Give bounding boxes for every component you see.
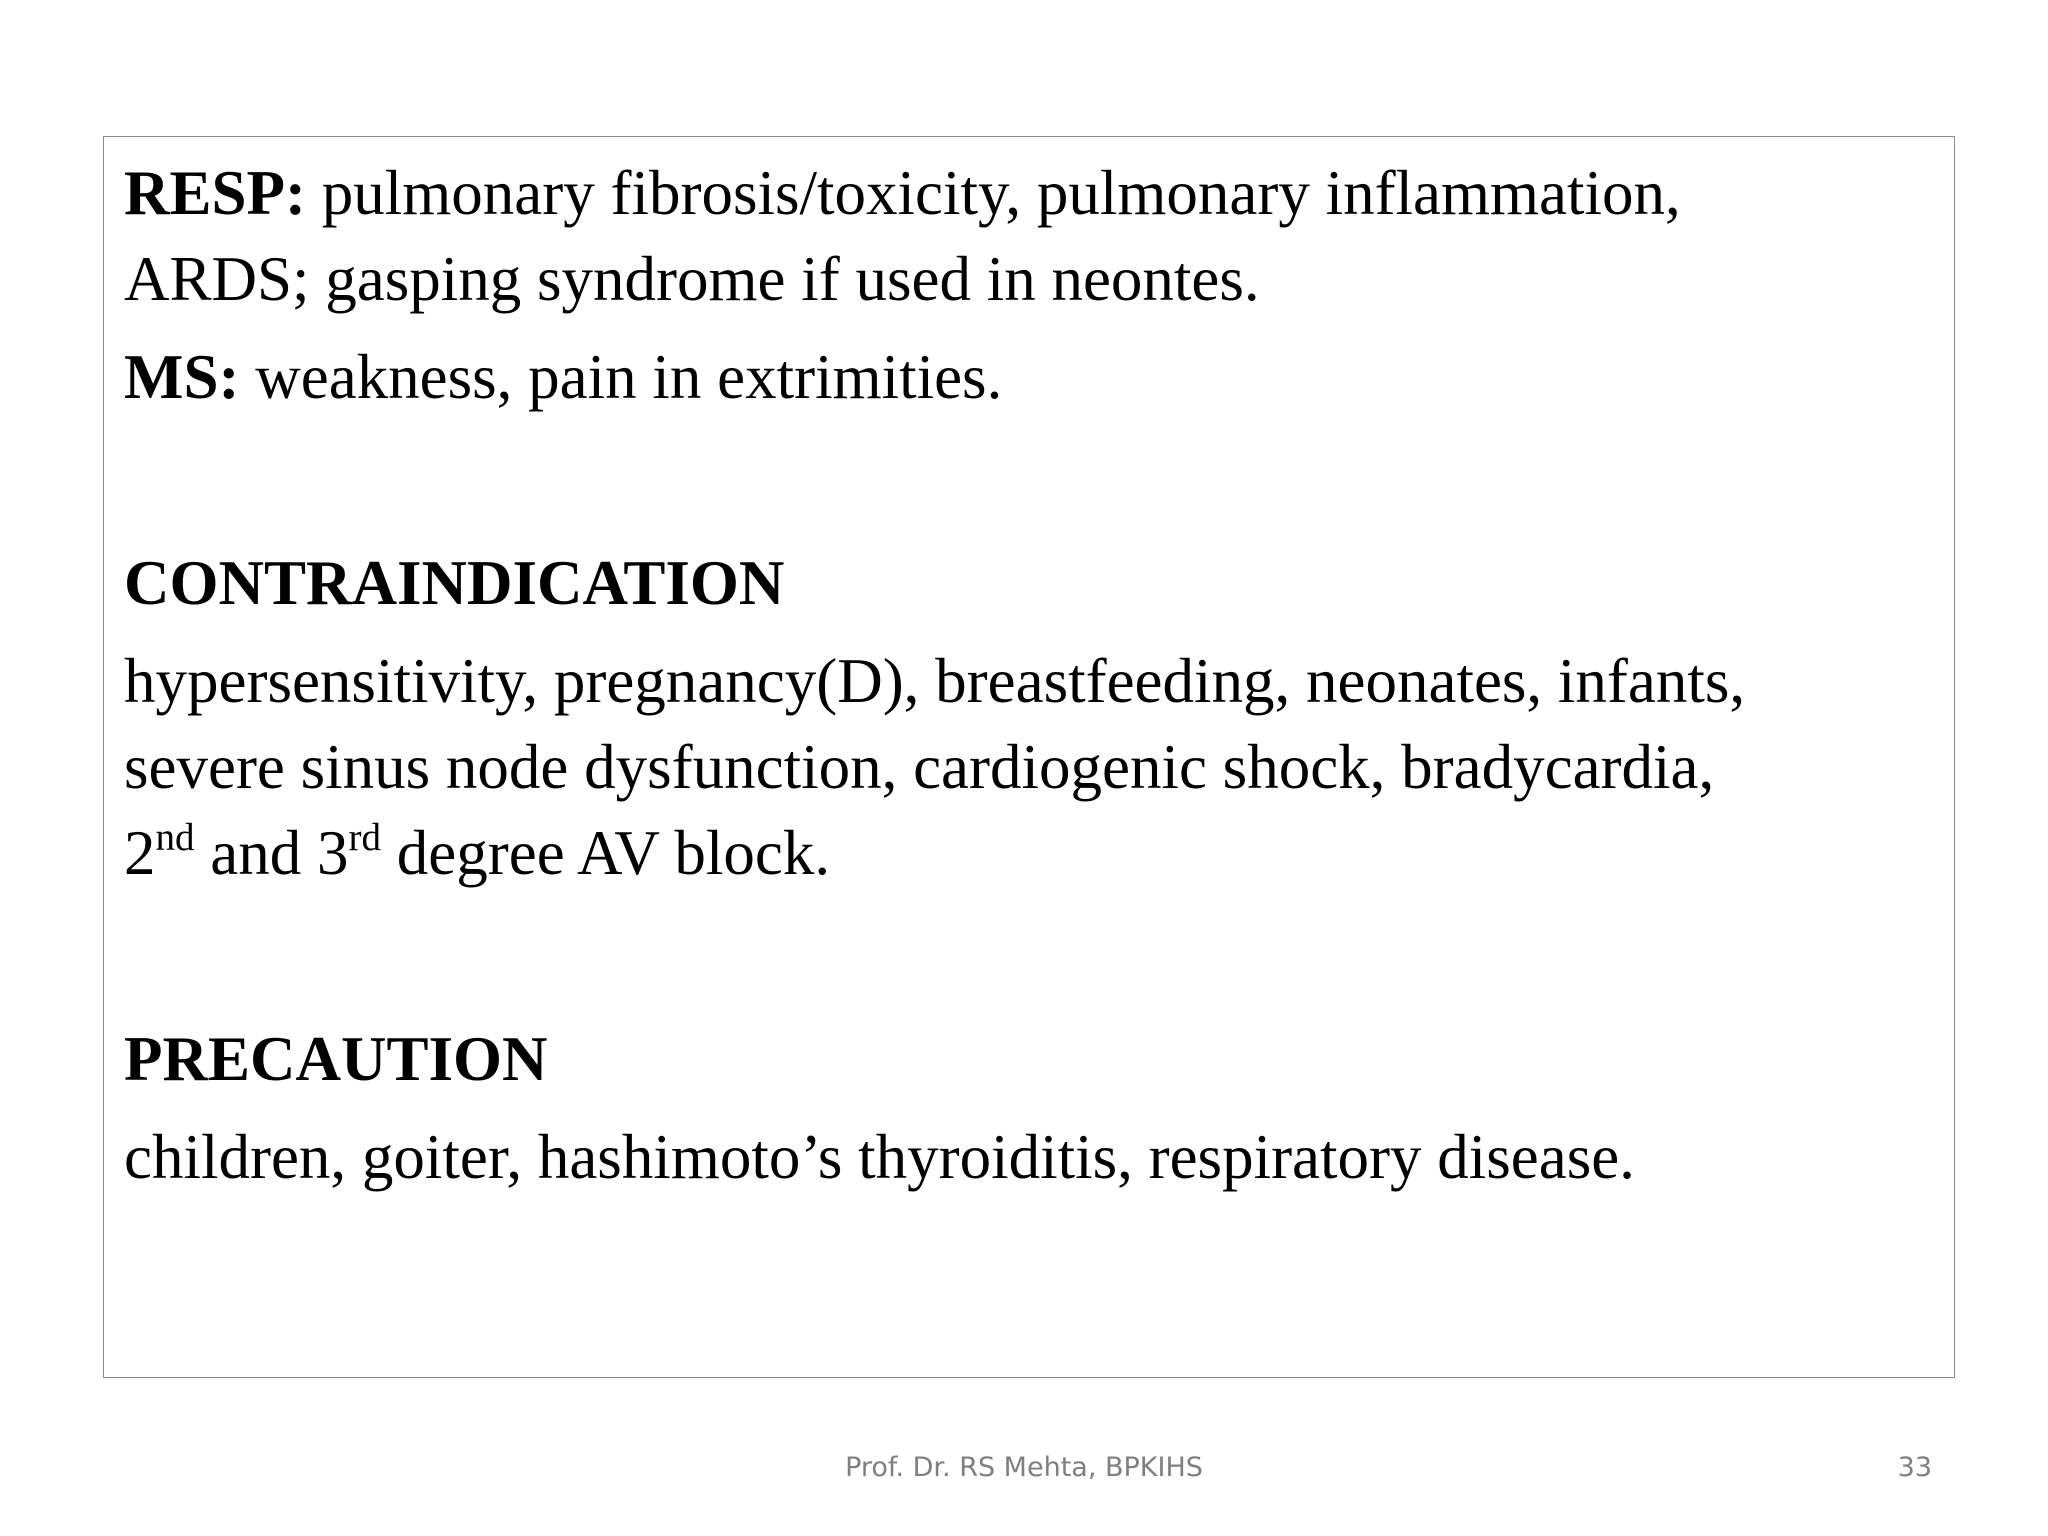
ms-label: MS: (124, 342, 240, 412)
resp-label: RESP: (124, 158, 307, 228)
footer-author: Prof. Dr. RS Mehta, BPKIHS (845, 1452, 1203, 1483)
ordinal-suffix-nd: nd (155, 816, 195, 860)
precaution-heading: PRECAUTION (124, 1024, 548, 1094)
contraindication-heading: CONTRAINDICATION (124, 548, 785, 618)
av-block-text: degree AV block. (381, 818, 831, 888)
contraindication-paragraph (124, 638, 1924, 896)
ordinal-middle-text: and 3 (194, 818, 349, 888)
ms-text: weakness, pain in extrimities. (239, 342, 1003, 412)
slide-content (124, 150, 1924, 1200)
resp-text-continued: ARDS; gasping syndrome if used in neontes. (124, 244, 1260, 314)
contraindication-line-3 (124, 818, 830, 888)
page-number: 33 (1897, 1452, 1932, 1483)
ordinal-suffix-rd: rd (348, 816, 382, 860)
resp-paragraph (124, 150, 1924, 322)
resp-text: pulmonary fibrosis/toxicity, pulmonary inflammation, (306, 158, 1681, 228)
precaution-paragraph: children, goiter, hashimoto’s thyroiditis, respiratory disease. (124, 1122, 1635, 1192)
contraindication-line-2: severe sinus node dysfunction, cardiogenic shock, bradycardia, (124, 732, 1715, 802)
ordinal-number-2: 2 (124, 818, 156, 888)
ms-paragraph (124, 334, 1924, 420)
contraindication-line-1: hypersensitivity, pregnancy(D), breastfeeding, neonates, infants, (124, 646, 1746, 716)
